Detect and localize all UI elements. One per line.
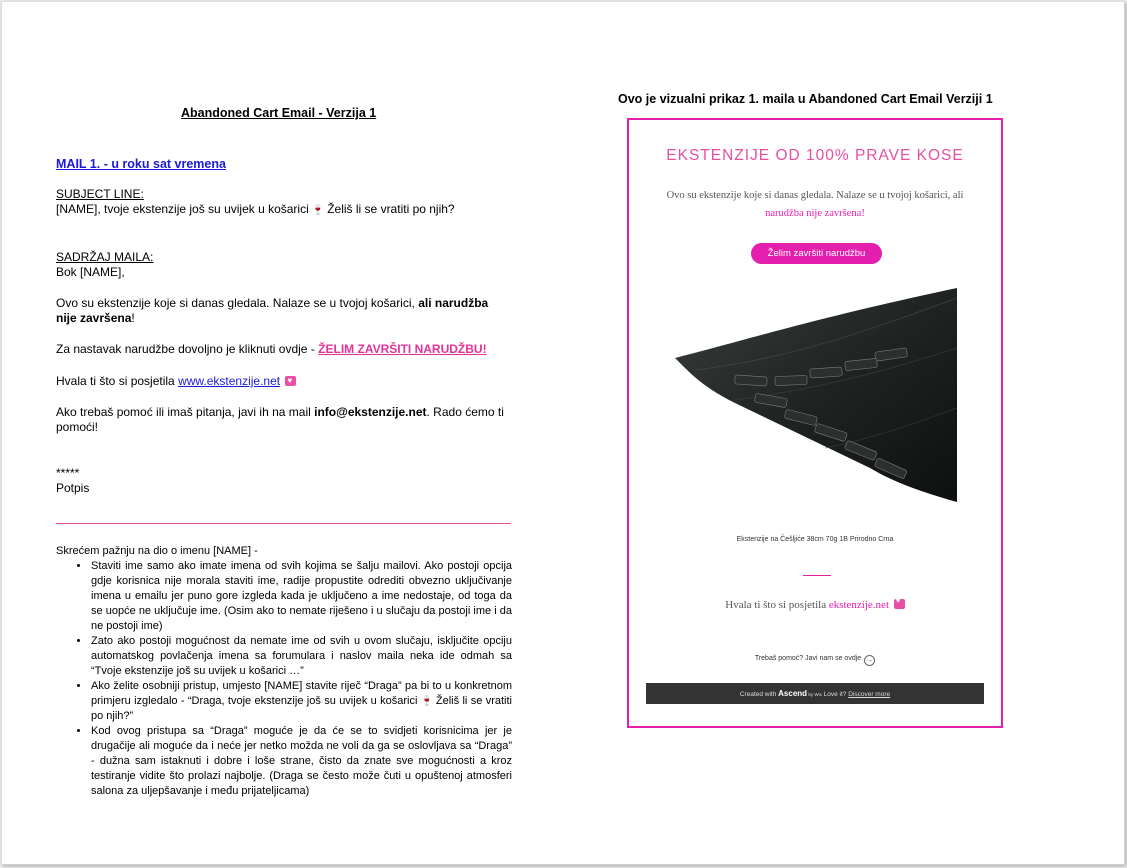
discover-more-link[interactable]: Discover more xyxy=(848,691,891,698)
mail-heading[interactable]: MAIL 1. - u roku sat vremena xyxy=(56,157,226,171)
arrow-circle-icon: → xyxy=(866,657,874,664)
wine-glass-icon: 🍷 xyxy=(311,205,325,216)
list-item: • Staviti ime samo ako imate imena od svih kojima se šalju mailovi. Ako postoji opcija gdje korisnica nije morala staviti ime, radije propustite odrediti obvezno uključivanje imena u emailu jer puno gore izgleda kada je uključeno a ime nedostaje, od toga da se uopće ne uključuje ime. (Osim ako to nemate riješeno i u slučaju da postoji ime i da ne postoji ime) xyxy=(90,559,512,634)
email-preview-frame xyxy=(627,118,1003,728)
document-page xyxy=(2,2,1125,865)
content-block xyxy=(56,250,512,280)
subject-label: SUBJECT LINE: xyxy=(56,187,144,201)
email-headline: EKSTENZIJE OD 100% PRAVE KOSE xyxy=(666,147,964,164)
content-label: SADRŽAJ MAILA: xyxy=(56,250,154,264)
signature: Potpis xyxy=(56,481,90,495)
email-intro: Ovo su ekstenzije koje si danas gledala. Nalaze se u tvojoj košarici, ali narudžba nije završena! xyxy=(666,190,964,219)
paragraph-1: Ovo su ekstenzije koje si danas gledala. Nalaze se u tvojoj košarici, ali narudžba nije završena! xyxy=(56,296,489,325)
complete-order-link[interactable]: ŽELIM ZAVRŠITI NARUDŽBU! xyxy=(318,342,487,356)
wine-glass-icon: 🍷 xyxy=(420,696,433,707)
subject-line: [NAME], tvoje ekstenzije još su uvijek u košarici 🍷 Želiš li se vratiti po njih? xyxy=(56,202,455,216)
notes-block xyxy=(56,544,512,799)
preview-title: Ovo je vizualni prikaz 1. maila u Abandoned Cart Email Verziji 1 xyxy=(618,92,993,106)
greeting: Bok [NAME], xyxy=(56,265,125,279)
hair-extensions-image xyxy=(675,288,957,502)
heart-icon xyxy=(285,376,296,386)
email-footer: Created with Ascend by Wix Love it? Discover more xyxy=(646,683,984,704)
signature-block xyxy=(56,466,512,496)
website-link[interactable]: www.ekstenzije.net xyxy=(178,374,281,388)
list-item: • Kod ovog pristupa sa “Draga” moguće je da će se to svidjeti korisnicima jer je drugačije ali moguće da i neće jer netko možda ne voli da ga se oslovljava sa “Draga” - dužna sam istaknuti i dobre i loše strane, čisto da znate sve mogućnosti a kroz testiranje vidite što prolazi najbolje. (Draga se često može čuti u opuštenoj atmosferi salona za uljepšavanje i među prijateljicama) xyxy=(90,724,512,799)
ascend-logo: Ascend xyxy=(778,689,808,698)
product-caption: Ekstenzije na Češljiće 38cm 70g 1B Prirodno Crna xyxy=(736,536,894,543)
paragraph-2: Za nastavak narudžbe dovoljno je kliknuti ovdje - ŽELIM ZAVRŠITI NARUDŽBU! xyxy=(56,342,487,356)
website-link[interactable]: ekstenzije.net xyxy=(828,599,889,611)
heart-icon xyxy=(894,599,905,609)
help-link[interactable]: Trebaš pomoć? Javi nam se ovdje → xyxy=(754,655,874,664)
email-thanks: Hvala ti što si posjetila ekstenzije.net ♥ xyxy=(629,599,1001,611)
paragraph-3: Hvala ti što si posjetila www.ekstenzije.net ♥ xyxy=(56,374,512,389)
section-separator xyxy=(56,523,511,524)
notes-list xyxy=(56,559,512,799)
support-email: info@ekstenzije.net xyxy=(314,405,427,419)
list-item: • Zato ako postoji mogućnost da nemate ime od svih u ovom slučaju, isključite opciju automatskog povlačenja imena sa forumulara i naslov maila neka ide odmah sa “Tvoje ekstenzije još su uvijek u košarici …” xyxy=(90,634,512,679)
subject-block xyxy=(56,187,512,218)
stars-divider: ***** xyxy=(56,466,80,480)
list-item: • Ako želite osobniji pristup, umjesto [NAME] stavite riječ “Draga” pa bi to u konkretnom primjeru izgledalo - “Draga, tvoje ekstenzije još su uvijek u košarici 🍷 Želiš li se vratiti po njih?” xyxy=(90,679,512,724)
pink-divider xyxy=(803,575,831,576)
paragraph-4: Ako trebaš pomoć ili imaš pitanja, javi ih na mail info@ekstenzije.net. Rado ćemo ti pomoći! xyxy=(56,405,504,434)
document-title: Abandoned Cart Email - Verzija 1 xyxy=(181,106,377,120)
complete-order-button[interactable]: Želim završiti narudžbu xyxy=(751,243,882,264)
notes-intro: Skrećem pažnju na dio o imenu [NAME] - xyxy=(56,545,258,557)
